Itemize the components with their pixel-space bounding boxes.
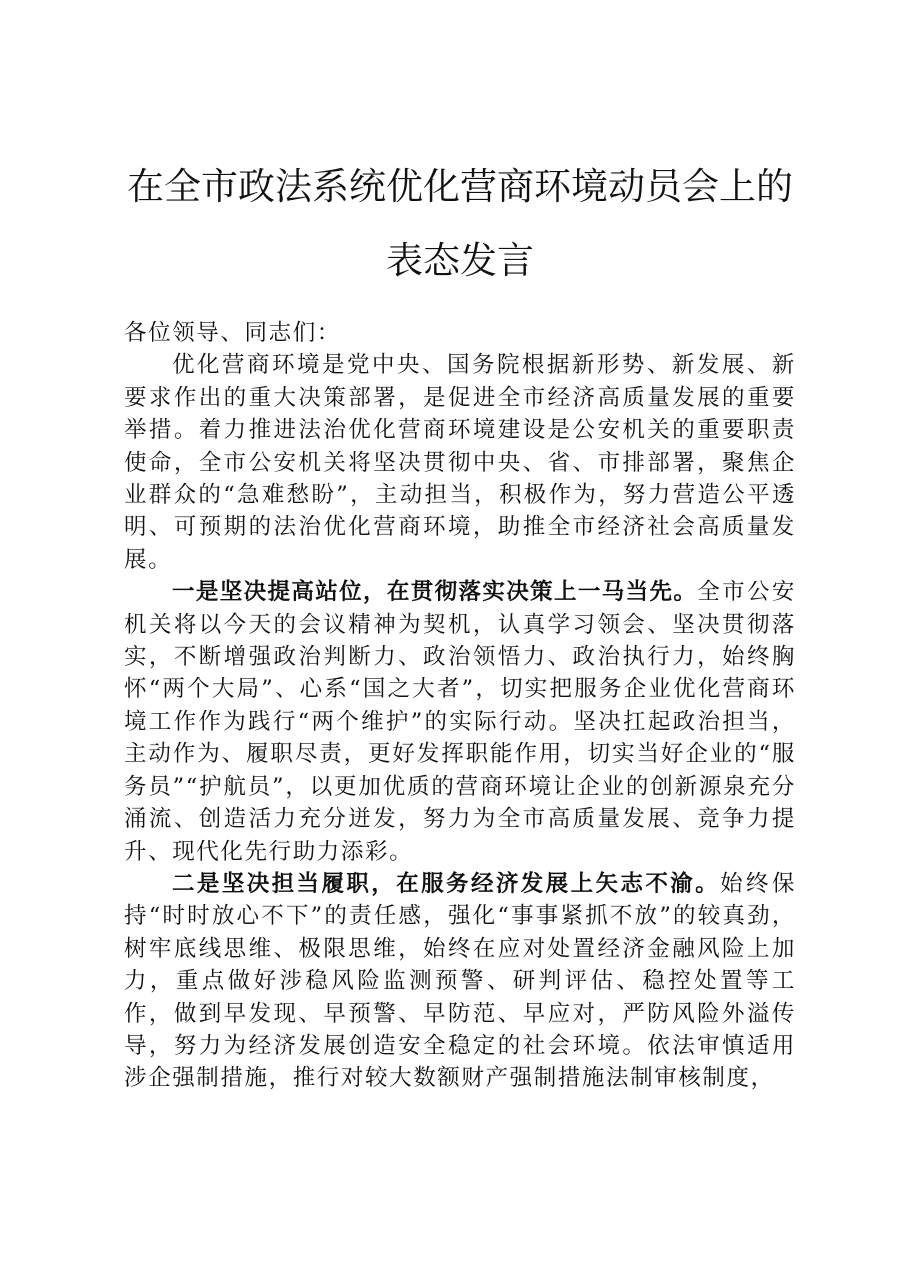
paragraph-text: 始终保持“时时放心不下”的责任感，强化“事事紧抓不放”的较真劲，树牢底线思维、极限思维，始终在应对处置经济金融风险上加力，重点做好涉稳风险监测预警、研判评估、稳控处置等工作，做到早发现、早预警、早防范、早应对，严防风险外溢传导，努力为经济发展创造安全稳定的社会环境。依法审慎适用涉企强制措施，推行对较大数额财产强制措施法制审核制度， bbox=[124, 870, 796, 1092]
salutation: 各位领导、同志们： bbox=[124, 320, 341, 346]
paragraph-point-one bbox=[124, 576, 796, 868]
paragraph-lead: 一是坚决提高站位，在贯彻落实决策上一马当先。 bbox=[172, 579, 698, 606]
paragraph-point-two bbox=[124, 868, 796, 1095]
paragraph-intro bbox=[124, 349, 796, 576]
document-title: 在全市政法系统优化营商环境动员会上的表态发言 bbox=[127, 165, 793, 282]
paragraph-lead: 二是坚决担当履职，在服务经济发展上矢志不渝。 bbox=[172, 870, 721, 897]
paragraph-text: 优化营商环境是党中央、国务院根据新形势、新发展、新要求作出的重大决策部署，是促进全市经济高质量发展的重要举措。着力推进法治优化营商环境建设是公安机关的重要职责使命，全市公安机关将坚决贯彻中央、省、市排部署，聚焦企业群众的“急难愁盼”，主动担当，积极作为，努力营造公平透明、可预期的法治优化营商环境，助推全市经济社会高质量发展。 bbox=[124, 352, 796, 573]
document-body bbox=[124, 317, 796, 1095]
paragraph-text: 全市公安机关将以今天的会议精神为契机，认真学习领会、坚决贯彻落实，不断增强政治判断力、政治领悟力、政治执行力，始终胸怀“两个大局”、心系“国之大者”，切实把服务企业优化营商环境工作作为践行“两个维护”的实际行动。坚决扛起政治担当，主动作为、履职尽责，更好发挥职能作用，切实当好企业的“服务员”“护航员”，以更加优质的营商环境让企业的创新源泉充分涌流、创造活力充分迸发，努力为全市高质量发展、竞争力提升、现代化先行助力添彩。 bbox=[124, 579, 796, 865]
